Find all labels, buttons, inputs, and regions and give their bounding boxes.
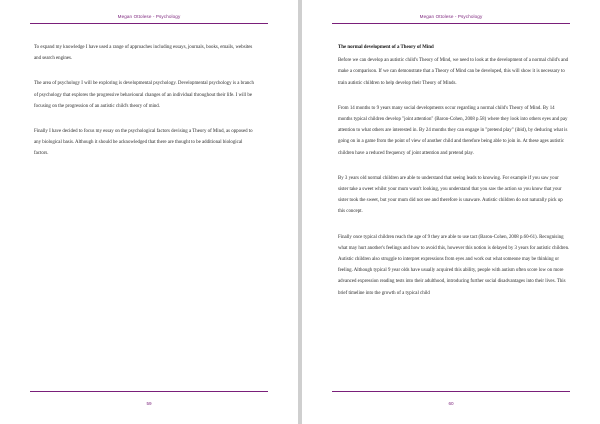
paragraph: Before we can develop an autistic child's Theory of Mind, we need to look at the development of a normal child's and make a comparison. If we can demonstrate that a Theory of Mind can be developed, this will show it is necessary to train autistic children to help develop their Theory of Minds. [338, 58, 569, 86]
footer-rule [332, 391, 570, 392]
header-rule [332, 23, 570, 24]
running-head: Megan Ottolese - Psychology [117, 14, 181, 19]
paragraph: The area of psychology I will be exploring is developmental psychology. Developmental psychology is a branch of psychology that explores the progressive behavioural changes of an individual throughout their life. I will be focusing on the progression of an autistic child's theory of mind. [34, 81, 254, 109]
running-head: Megan Ottolese - Psychology [419, 14, 483, 19]
left-body-text [34, 42, 258, 174]
section-heading: The normal development of a Theory of Mind [338, 45, 434, 50]
paragraph: Finally I have decided to focus my essay on the psychological factors devising a Theory of Mind, as opposed to any biological basis. Although it should be acknowledged that there are thought to be additional biological factors. [34, 129, 253, 157]
paragraph: By 3 years old normal children are able to understand that seeing leads to knowing. For example if you saw your sister take a sweet whilst your mum wasn't looking, you understand that you saw the action so you know that your sister took the sweet, but your mum did not see and therefore is unaware. Autistic children do not naturally pick up this concept. [338, 175, 563, 215]
header-rule [30, 23, 268, 24]
page-number: 59 [146, 401, 152, 406]
footer-rule [30, 391, 268, 392]
paragraph: Finally once typical children reach the age of 9 they are able to use tact (Baron-Cohen, 2008 p.60-61). Recognising what may hurt another's feelings and how to avoid this, however this notion is delayed by 3 years for autistic children. Autistic children also struggle to interpret expressions from eyes and work out what someone may be thinking or feeling. Although typical 9 year olds have usually acquired this ability, people with autism often score low on more advanced expression reading tests into their adulthood, introducing further social disadvantages into their lives. This brief timeline into the growth of a typical child [338, 234, 570, 296]
paragraph: To expand my knowledge I have used a range of approaches including essays, journals, books, emails, websites and search engines. [34, 45, 253, 62]
page-number: 60 [448, 401, 454, 406]
right-page [302, 0, 600, 424]
left-page [0, 0, 298, 424]
paragraph: From 14 months to 9 years many social developments occur regarding a normal child's Theory of Mind. By 14 months typical children develop "joint attention" (Baron-Cohen, 2008 p.58) where they look into others eyes and pay attention to what others are interested in. By 24 months they can engage in "pretend play" (ibid), by deducing what is going on in a game from the point of view of another child and therefore being able to join in. At these ages autistic children have a reduced frequency of joint attention and pretend play. [338, 105, 568, 156]
right-body-text [338, 42, 570, 313]
